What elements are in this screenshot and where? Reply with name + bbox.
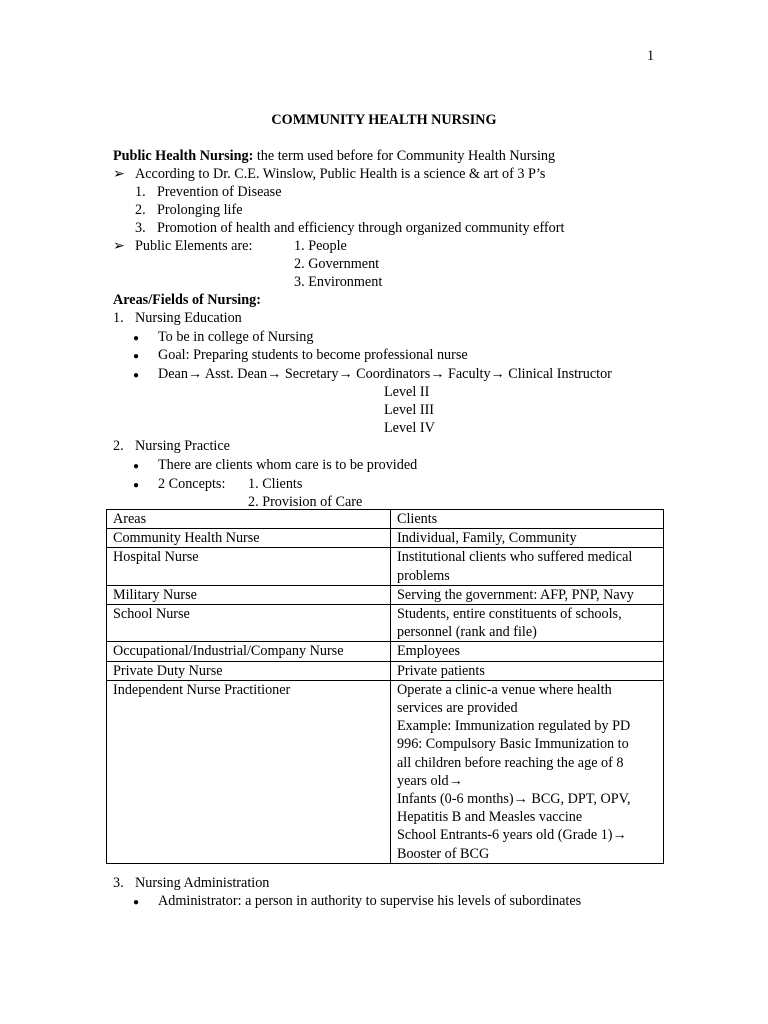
cell-line: Serving the government: AFP, PNP, Navy bbox=[397, 586, 634, 603]
cell-line: Booster of BCG bbox=[397, 845, 490, 862]
practice-bullet-2 bbox=[133, 475, 225, 495]
item-number: 2. bbox=[135, 202, 146, 218]
bullet-icon: ● bbox=[133, 897, 140, 908]
item-text: Prolonging life bbox=[157, 202, 243, 218]
element-item: 2. Government bbox=[294, 256, 380, 272]
bullet-text: Goal: Preparing students to become professional nurse bbox=[158, 347, 468, 363]
cell-line: years old→ bbox=[397, 772, 463, 789]
table-header-row bbox=[107, 510, 664, 529]
element-item: 1. People bbox=[294, 238, 347, 254]
bullet-icon: ● bbox=[133, 370, 140, 381]
header-areas: Areas bbox=[107, 510, 391, 529]
education-bullet-3 bbox=[133, 365, 612, 385]
practice-bullet-1 bbox=[133, 456, 417, 476]
cell-line: Example: Immunization regulated by PD bbox=[397, 718, 631, 735]
cell-line: Infants (0-6 months)→ BCG, DPT, OPV, bbox=[397, 791, 631, 808]
cell-line: personnel (rank and file) bbox=[397, 624, 537, 641]
level-item: Level IV bbox=[384, 420, 435, 436]
concept-item: 2. Provision of Care bbox=[248, 494, 363, 510]
education-bullet-2 bbox=[133, 346, 468, 366]
area-cell: School Nurse bbox=[107, 605, 391, 642]
three-p-item-2 bbox=[135, 201, 243, 219]
item-text: Promotion of health and efficiency through organized community effort bbox=[157, 220, 565, 236]
section-label: Nursing Education bbox=[135, 310, 242, 326]
table-row bbox=[107, 529, 664, 548]
bullet-icon: ● bbox=[133, 480, 140, 491]
clients-cell bbox=[391, 680, 664, 863]
concept-item: 1. Clients bbox=[248, 476, 303, 492]
winslow-line bbox=[113, 165, 545, 183]
clients-cell bbox=[391, 585, 664, 604]
clients-cell bbox=[391, 605, 664, 642]
section-nursing-administration bbox=[113, 874, 269, 892]
areas-heading: Areas/Fields of Nursing: bbox=[113, 292, 261, 308]
area-cell: Private Duty Nurse bbox=[107, 661, 391, 680]
item-text: Prevention of Disease bbox=[157, 184, 282, 200]
level-item: Level II bbox=[384, 384, 430, 400]
section-label: Nursing Administration bbox=[135, 875, 270, 891]
page-title: COMMUNITY HEALTH NURSING bbox=[271, 112, 497, 128]
elements-label: Public Elements are: bbox=[135, 238, 253, 254]
item-number: 3. bbox=[135, 220, 146, 236]
table-row bbox=[107, 548, 664, 585]
area-cell: Hospital Nurse bbox=[107, 548, 391, 585]
areas-clients-table bbox=[106, 509, 664, 864]
cell-line: services are provided bbox=[397, 700, 518, 717]
area-cell: Independent Nurse Practitioner bbox=[107, 680, 391, 863]
concepts-label: 2 Concepts: bbox=[158, 476, 226, 492]
cell-line: Individual, Family, Community bbox=[397, 530, 577, 547]
area-cell: Military Nurse bbox=[107, 585, 391, 604]
section-number: 1. bbox=[113, 310, 124, 326]
cell-line: Institutional clients who suffered medical bbox=[397, 549, 633, 566]
clients-cell bbox=[391, 548, 664, 585]
section-number: 3. bbox=[113, 875, 124, 891]
cell-line: Operate a clinic-a venue where health bbox=[397, 681, 612, 698]
table-row bbox=[107, 605, 664, 642]
cell-line: problems bbox=[397, 567, 450, 584]
term-definition: the term used before for Community Health Nursing bbox=[253, 148, 556, 164]
clients-cell bbox=[391, 642, 664, 661]
term-label: Public Health Nursing: bbox=[113, 148, 254, 164]
bullet-icon: ● bbox=[133, 333, 140, 344]
bullet-icon: ● bbox=[133, 461, 140, 472]
clients-cell bbox=[391, 529, 664, 548]
cell-line: 996: Compulsory Basic Immunization to bbox=[397, 736, 629, 753]
area-cell: Occupational/Industrial/Company Nurse bbox=[107, 642, 391, 661]
table-row bbox=[107, 661, 664, 680]
bullet-text: To be in college of Nursing bbox=[158, 329, 314, 345]
level-item: Level III bbox=[384, 402, 435, 418]
page-number: 1 bbox=[647, 48, 655, 64]
element-item: 3. Environment bbox=[294, 274, 383, 290]
cell-line: School Entrants-6 years old (Grade 1)→ bbox=[397, 827, 627, 844]
elements-line bbox=[113, 237, 252, 255]
bullet-icon: ● bbox=[133, 351, 140, 362]
arrow-bullet-icon: ➢ bbox=[113, 166, 125, 182]
cell-line: Hepatitis B and Measles vaccine bbox=[397, 809, 583, 826]
cell-line: Employees bbox=[397, 643, 461, 660]
bullet-text: Dean→ Asst. Dean→ Secretary→ Coordinators→ Faculty→ Clinical Instructor bbox=[158, 366, 612, 382]
section-label: Nursing Practice bbox=[135, 438, 230, 454]
cell-line: all children before reaching the age of 8 bbox=[397, 754, 624, 771]
table-row bbox=[107, 585, 664, 604]
header-clients: Clients bbox=[391, 510, 664, 529]
arrow-bullet-icon: ➢ bbox=[113, 238, 125, 254]
three-p-item-3 bbox=[135, 219, 564, 237]
section-nursing-education bbox=[113, 309, 242, 327]
item-number: 1. bbox=[135, 184, 146, 200]
winslow-text: According to Dr. C.E. Winslow, Public Health is a science & art of 3 P’s bbox=[135, 166, 546, 182]
area-cell: Community Health Nurse bbox=[107, 529, 391, 548]
clients-cell bbox=[391, 661, 664, 680]
section-nursing-practice bbox=[113, 437, 230, 455]
administration-bullet-1 bbox=[133, 892, 581, 912]
section-number: 2. bbox=[113, 438, 124, 454]
cell-line: Private patients bbox=[397, 662, 485, 679]
intro-line bbox=[113, 147, 555, 165]
table-row bbox=[107, 642, 664, 661]
bullet-text: Administrator: a person in authority to supervise his levels of subordinates bbox=[158, 893, 582, 909]
three-p-item-1 bbox=[135, 183, 282, 201]
cell-line: Students, entire constituents of schools, bbox=[397, 606, 622, 623]
bullet-text: There are clients whom care is to be provided bbox=[158, 457, 418, 473]
table-row bbox=[107, 680, 664, 863]
